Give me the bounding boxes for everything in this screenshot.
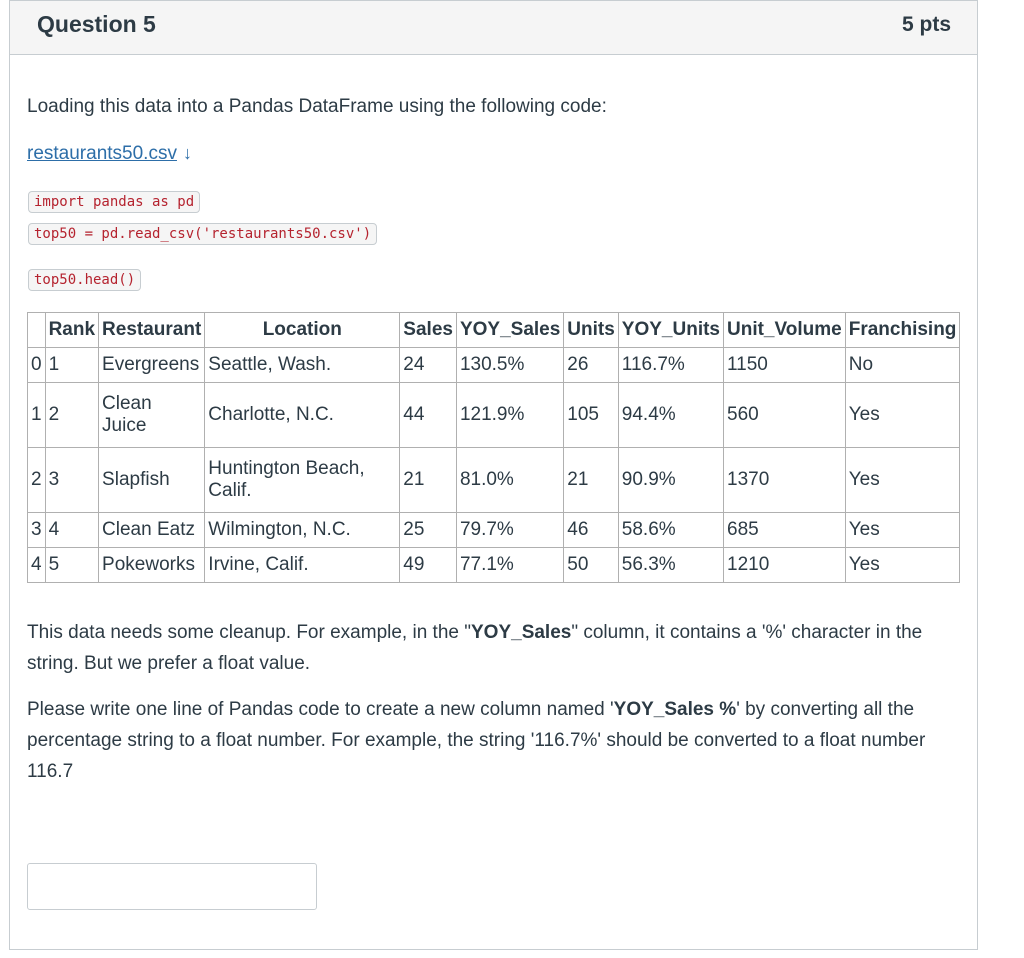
table-cell: 0 <box>28 348 46 383</box>
answer-input[interactable] <box>27 863 317 910</box>
table-header: Unit_Volume <box>724 313 846 348</box>
table-cell: No <box>845 348 960 383</box>
download-arrow-icon[interactable]: ↓ <box>182 143 192 163</box>
table-row <box>28 448 960 513</box>
table-header: Sales <box>400 313 457 348</box>
table-row <box>28 383 960 448</box>
table-cell: 90.9% <box>618 448 723 513</box>
table-header: YOY_Units <box>618 313 723 348</box>
table-header: Restaurant <box>99 313 205 348</box>
table-header: Units <box>564 313 619 348</box>
table-cell: 56.3% <box>618 548 723 583</box>
cleanup-paragraph <box>27 617 947 679</box>
table-cell: 3 <box>45 448 98 513</box>
table-cell: 5 <box>45 548 98 583</box>
table-cell: 105 <box>564 383 619 448</box>
table-cell: 77.1% <box>456 548 563 583</box>
table-cell: 4 <box>45 513 98 548</box>
paragraph-text: This data needs some cleanup. For example, in the " <box>27 622 471 643</box>
table-cell: 121.9% <box>456 383 563 448</box>
code-import: import pandas as pd <box>28 191 200 213</box>
table-cell: Yes <box>845 513 960 548</box>
table-header: Location <box>205 313 400 348</box>
code-head: top50.head() <box>28 269 141 291</box>
question-points: 5 pts <box>901 13 951 36</box>
table-row <box>28 513 960 548</box>
dataframe-table <box>27 312 960 583</box>
paragraph-text: " column, it contains a '%' character in the string. But we prefer a float value. <box>27 622 923 674</box>
table-header-row <box>28 313 960 348</box>
table-cell: Evergreens <box>99 348 205 383</box>
table-cell: 50 <box>564 548 619 583</box>
table-cell: 58.6% <box>618 513 723 548</box>
table-header: Franchising <box>845 313 960 348</box>
instruction-paragraph <box>27 694 947 787</box>
table-cell: Pokeworks <box>99 548 205 583</box>
table-cell: 21 <box>400 448 457 513</box>
table-cell: 4 <box>28 548 46 583</box>
table-row <box>28 348 960 383</box>
table-cell: 1150 <box>724 348 846 383</box>
file-link-label[interactable]: restaurants50.csv <box>27 143 177 164</box>
table-cell: Huntington Beach, Calif. <box>205 448 400 513</box>
table-cell: Seattle, Wash. <box>205 348 400 383</box>
intro-text: Loading this data into a Pandas DataFrame using the following code: <box>27 96 607 117</box>
table-cell: 1 <box>28 383 46 448</box>
paragraph-text: Please write one line of Pandas code to create a new column named ' <box>27 699 614 720</box>
table-header <box>28 313 46 348</box>
table-cell: 24 <box>400 348 457 383</box>
table-cell: 46 <box>564 513 619 548</box>
table-cell: 1210 <box>724 548 846 583</box>
table-cell: Yes <box>845 548 960 583</box>
table-cell: 560 <box>724 383 846 448</box>
question-title: Question 5 <box>37 11 156 37</box>
code-read-csv: top50 = pd.read_csv('restaurants50.csv') <box>28 223 377 245</box>
table-cell: 49 <box>400 548 457 583</box>
file-download-link[interactable] <box>27 143 192 165</box>
table-cell: 1370 <box>724 448 846 513</box>
table-cell: 2 <box>45 383 98 448</box>
table-cell: 3 <box>28 513 46 548</box>
question-header <box>10 1 977 55</box>
table-cell: Yes <box>845 383 960 448</box>
table-cell: 1 <box>45 348 98 383</box>
table-cell: 685 <box>724 513 846 548</box>
table-cell: 2 <box>28 448 46 513</box>
table-cell: Irvine, Calif. <box>205 548 400 583</box>
paragraph-bold-text: YOY_Sales % <box>613 699 737 720</box>
table-cell: 44 <box>400 383 457 448</box>
table-cell: 94.4% <box>618 383 723 448</box>
table-cell: Charlotte, N.C. <box>205 383 400 448</box>
table-cell: 26 <box>564 348 619 383</box>
table-cell: Yes <box>845 448 960 513</box>
table-cell: Clean Juice <box>99 383 205 448</box>
table-cell: Clean Eatz <box>99 513 205 548</box>
paragraph-bold-text: YOY_Sales <box>471 622 572 643</box>
table-cell: Wilmington, N.C. <box>205 513 400 548</box>
table-cell: 79.7% <box>456 513 563 548</box>
table-header: YOY_Sales <box>456 313 563 348</box>
table-row <box>28 548 960 583</box>
table-cell: 81.0% <box>456 448 563 513</box>
paragraph-text: ' by converting all the percentage string to a float number. For example, the string '116.7%' should be converted to a float number 116.7 <box>27 699 926 782</box>
table-cell: Slapfish <box>99 448 205 513</box>
table-header: Rank <box>45 313 98 348</box>
table-cell: 21 <box>564 448 619 513</box>
table-cell: 116.7% <box>618 348 723 383</box>
table-cell: 25 <box>400 513 457 548</box>
table-cell: 130.5% <box>456 348 563 383</box>
